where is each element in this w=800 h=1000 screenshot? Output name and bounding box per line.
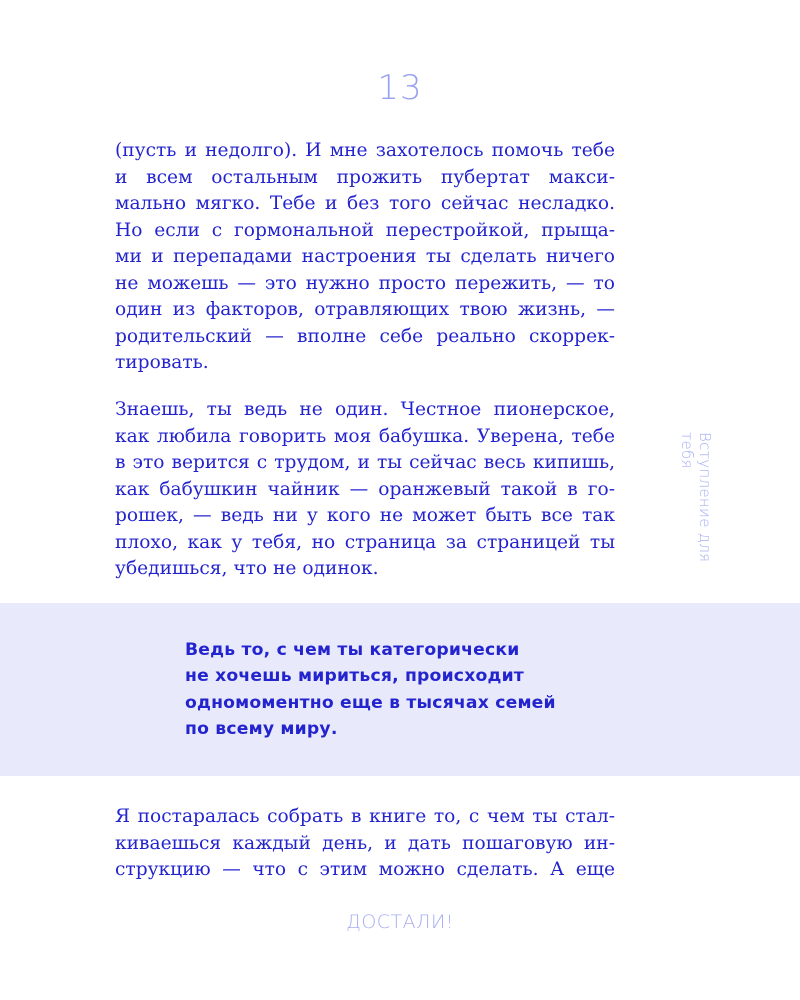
text-line: киваешься каждый день, и дать пошаговую ин- [115, 832, 615, 854]
text-line: как любила говорить моя бабушка. Уверена, тебе [115, 425, 615, 447]
callout-line: не хочешь мириться, происходит [185, 666, 524, 687]
text-line: не можешь — это нужно просто пережить, — то [115, 272, 615, 294]
text-line: плохо, как у тебя, но страница за страницей ты [115, 531, 615, 553]
book-title-footer: ДОСТАЛИ! [346, 911, 454, 933]
text-line: и всем остальным прожить пубертат макси- [115, 166, 615, 188]
text-line: убедишься, что не одинок. [115, 558, 379, 579]
text-line: тировать. [115, 352, 209, 373]
text-line: один из факторов, отравляющих твою жизнь, — [115, 299, 615, 320]
text-line: Но если с гормональной перестройкой, прыща- [115, 219, 615, 241]
text-line: струкцию — что с этим можно сделать. А еще [115, 859, 615, 880]
callout-line: одномоментно еще в тысячах семей [185, 692, 556, 713]
callout-quote [185, 637, 625, 743]
text-line: ми и перепадами настроения ты сделать ничего [115, 246, 615, 267]
text-line: Знаешь, ты ведь не один. Честное пионерское, [115, 399, 615, 420]
text-line: Я постаралась собрать в книге то, с чем ты стал- [115, 806, 615, 827]
section-side-label: Вступление для тебя [678, 432, 714, 563]
text-line: (пусть и недолго). И мне захотелось помочь тебе [115, 140, 615, 161]
text-line: как бабушкин чайник — оранжевый такой в го- [115, 478, 615, 500]
callout-line: Ведь то, с чем ты категорически [185, 640, 520, 660]
text-line: родительский — вполне себе реально скоррек- [115, 325, 615, 347]
callout-line: по всему миру. [185, 719, 338, 740]
callout-box [0, 603, 800, 776]
body-paragraph-1 [115, 138, 615, 377]
text-line: в это верится с трудом, и ты сейчас весь кипишь, [115, 452, 615, 473]
text-line: мально мягко. Тебе и без того сейчас несладко. [115, 193, 615, 214]
text-line: рошек, — ведь ни у кого не может быть все так [115, 505, 615, 526]
body-paragraph-3 [115, 804, 615, 884]
page-number: 13 [377, 68, 423, 108]
body-paragraph-2 [115, 397, 615, 583]
